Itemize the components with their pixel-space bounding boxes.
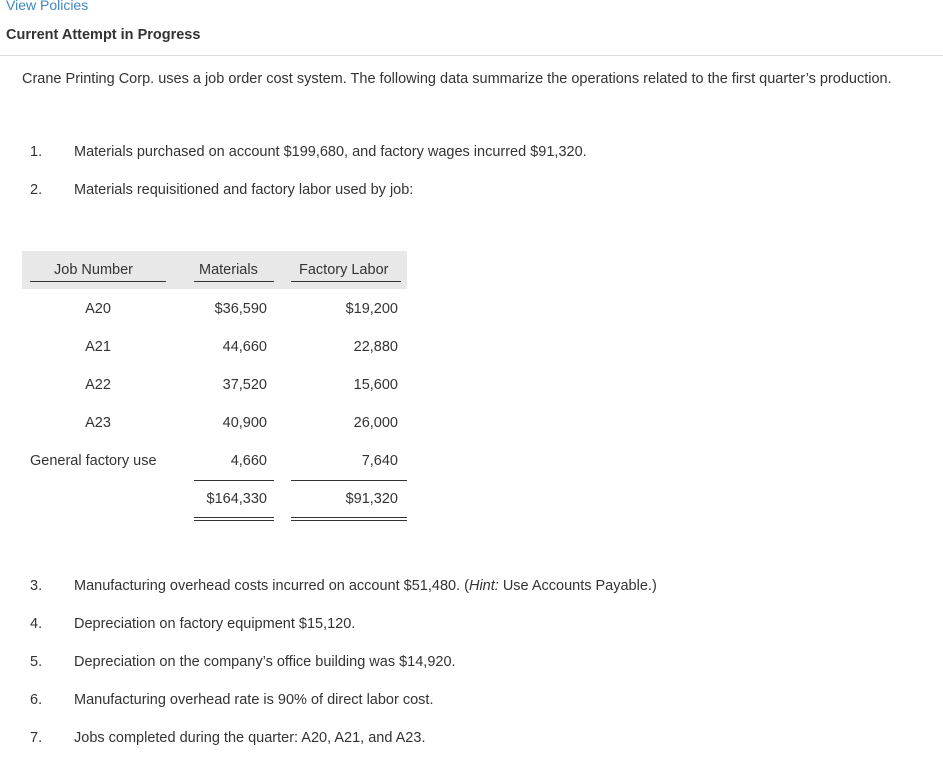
attempt-status-heading: Current Attempt in Progress xyxy=(6,27,201,43)
item-number: 7. xyxy=(30,730,43,746)
subtotal-rule xyxy=(194,480,274,481)
header-factory-labor: Factory Labor xyxy=(299,262,389,278)
header-job-number: Job Number xyxy=(54,262,133,278)
cell-job: A23 xyxy=(85,415,111,431)
cell-materials: 4,660 xyxy=(230,453,267,469)
double-rule-top xyxy=(291,517,407,518)
cell-labor: 26,000 xyxy=(353,415,398,431)
item-number: 4. xyxy=(30,616,43,632)
total-labor: $91,320 xyxy=(345,491,398,507)
cell-labor: 15,600 xyxy=(353,377,398,393)
problem-intro: Crane Printing Corp. uses a job order cost system. The following data summarize the operations related to the first quarter’s production. xyxy=(22,71,892,87)
cell-job: A20 xyxy=(85,301,111,317)
cell-materials: $36,590 xyxy=(214,301,267,317)
item-text: Materials purchased on account $199,680, and factory wages incurred $91,320. xyxy=(74,144,587,160)
cell-materials: 37,520 xyxy=(222,377,267,393)
item-text: Manufacturing overhead costs incurred on account $51,480. (Hint: Use Accounts Payable.) xyxy=(74,578,657,594)
cell-labor: 22,880 xyxy=(353,339,398,355)
item-text: Jobs completed during the quarter: A20, A21, and A23. xyxy=(74,730,426,746)
item-number: 6. xyxy=(30,692,43,708)
cell-job: A21 xyxy=(85,339,111,355)
cell-materials: 44,660 xyxy=(222,339,267,355)
item-number: 3. xyxy=(30,578,43,594)
item-text: Materials requisitioned and factory labor used by job: xyxy=(74,182,414,198)
header-divider xyxy=(0,55,943,56)
item-text: Depreciation on factory equipment $15,120. xyxy=(74,616,356,632)
cell-labor: $19,200 xyxy=(345,301,398,317)
item-number: 2. xyxy=(30,182,43,198)
header-underline xyxy=(291,281,401,282)
double-rule-top xyxy=(194,517,274,518)
double-rule-bottom xyxy=(194,520,274,521)
hint-label: Hint: xyxy=(468,578,499,594)
item-text: Depreciation on the company’s office building was $14,920. xyxy=(74,654,456,670)
header-materials: Materials xyxy=(199,262,258,278)
item-text: Manufacturing overhead rate is 90% of direct labor cost. xyxy=(74,692,434,708)
item-number: 1. xyxy=(30,144,43,160)
header-underline xyxy=(30,281,166,282)
cell-materials: 40,900 xyxy=(222,415,267,431)
cell-job: General factory use xyxy=(30,453,157,469)
double-rule-bottom xyxy=(291,520,407,521)
header-underline xyxy=(194,281,274,282)
item-number: 5. xyxy=(30,654,43,670)
view-policies-link[interactable]: View Policies xyxy=(6,0,89,13)
subtotal-rule xyxy=(291,480,407,481)
cell-job: A22 xyxy=(85,377,111,393)
total-materials: $164,330 xyxy=(206,491,267,507)
cell-labor: 7,640 xyxy=(361,453,398,469)
